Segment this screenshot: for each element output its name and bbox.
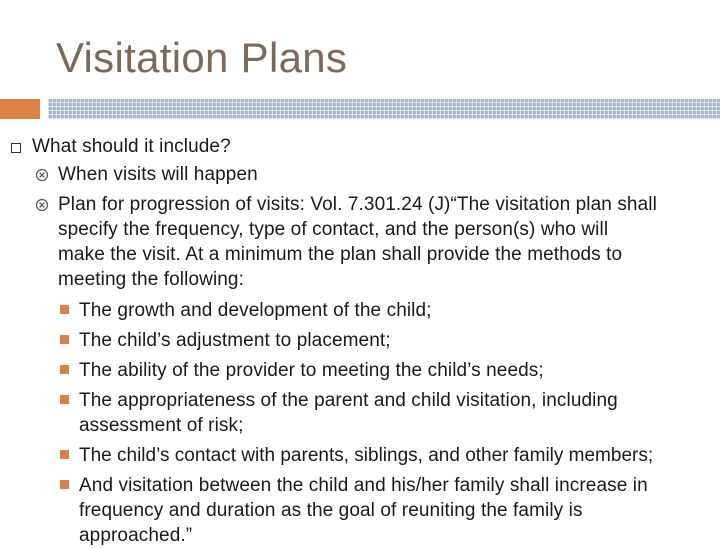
circled-cross-icon: [35, 168, 49, 182]
bullet-level2-continuation: meeting the following:: [58, 269, 244, 290]
orange-square-icon: [60, 335, 69, 344]
bullet-level3-continuation: assessment of risk;: [79, 415, 244, 436]
bullet-level1: What should it include?: [32, 136, 231, 157]
circled-cross-icon: [35, 198, 49, 212]
bullet-level2: Plan for progression of visits: Vol. 7.301.24 (J)“The visitation plan shall: [58, 194, 657, 215]
orange-square-icon: [60, 480, 69, 489]
orange-square-icon: [60, 305, 69, 314]
orange-square-icon: [60, 450, 69, 459]
bullet-level2: When visits will happen: [58, 164, 258, 185]
bullet-level3: The ability of the provider to meeting the child’s needs;: [79, 360, 544, 381]
bullet-level2-continuation: specify the frequency, type of contact, and the person(s) who will: [58, 219, 609, 240]
bullet-level3: The appropriateness of the parent and child visitation, including: [79, 390, 618, 411]
orange-square-icon: [60, 365, 69, 374]
bullet-level3-continuation: approached.”: [79, 525, 193, 546]
bullet-level3: The growth and development of the child;: [79, 300, 432, 321]
bullet-level3-continuation: frequency and duration as the goal of reuniting the family is: [79, 500, 583, 521]
square-outline-icon: [11, 143, 21, 153]
bullet-level3: The child’s adjustment to placement;: [79, 330, 391, 351]
bullet-level3: The child’s contact with parents, siblings, and other family members;: [79, 445, 654, 466]
bullet-level2-continuation: make the visit. At a minimum the plan shall provide the methods to: [58, 244, 623, 265]
page-title: Visitation Plans: [56, 34, 348, 81]
bullet-level3: And visitation between the child and his/her family shall increase in: [79, 475, 648, 496]
orange-square-icon: [60, 395, 69, 404]
